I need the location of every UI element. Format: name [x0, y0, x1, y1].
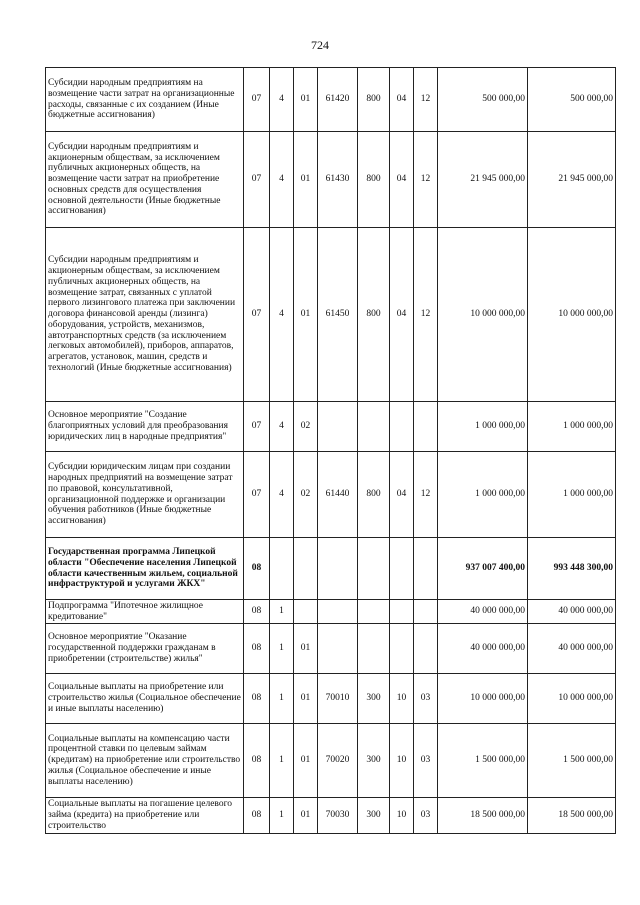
- row-name: Основное мероприятие "Оказание государственной поддержки гражданам в приобретении (строительстве) жилья": [46, 624, 244, 674]
- row-name: Основное мероприятие "Создание благоприятных условий для преобразования юридических лиц в народные предприятия": [46, 402, 244, 452]
- amount-year-2: 10 000 000,00: [528, 228, 616, 402]
- code-activity: 01: [294, 798, 318, 834]
- amount-year-2: 10 000 000,00: [528, 674, 616, 724]
- code-direction: 70030: [318, 798, 358, 834]
- code-program: 08: [244, 600, 270, 624]
- code-subprogram: 4: [270, 132, 294, 228]
- table-row: [46, 228, 616, 402]
- code-subsection: [414, 624, 438, 674]
- code-subsection: 03: [414, 724, 438, 798]
- table-body: [46, 68, 616, 834]
- code-direction: [318, 538, 358, 600]
- amount-year-2: 1 500 000,00: [528, 724, 616, 798]
- code-expense-type: [358, 402, 390, 452]
- code-subsection: [414, 402, 438, 452]
- row-name: Социальные выплаты на приобретение или строительство жилья (Социальное обеспечение и иные выплаты населению): [46, 674, 244, 724]
- amount-year-1: 18 500 000,00: [438, 798, 528, 834]
- code-subsection: 12: [414, 68, 438, 132]
- code-subprogram: 1: [270, 600, 294, 624]
- row-name: Подпрограмма "Ипотечное жилищное кредитование": [46, 600, 244, 624]
- code-program: 07: [244, 132, 270, 228]
- table-row: [46, 600, 616, 624]
- row-name: Государственная программа Липецкой области "Обеспечение населения Липецкой области качественным жильем, социальной инфраструктурой и услугами ЖКХ": [46, 538, 244, 600]
- code-section: 04: [390, 68, 414, 132]
- code-direction: 70010: [318, 674, 358, 724]
- code-activity: 02: [294, 402, 318, 452]
- code-activity: 01: [294, 228, 318, 402]
- code-subsection: [414, 600, 438, 624]
- code-activity: 01: [294, 724, 318, 798]
- code-expense-type: 300: [358, 674, 390, 724]
- amount-year-1: 40 000 000,00: [438, 600, 528, 624]
- amount-year-1: 500 000,00: [438, 68, 528, 132]
- code-section: 10: [390, 674, 414, 724]
- amount-year-1: 1 000 000,00: [438, 402, 528, 452]
- code-subprogram: 1: [270, 674, 294, 724]
- row-name: Социальные выплаты на погашение целевого займа (кредита) на приобретение или строительство: [46, 798, 244, 834]
- row-name: Субсидии народным предприятиям и акционерным обществам, за исключением публичных акционерных обществ, на возмещение части затрат на приобретение основных средств для осуществления основной деятельности (Иные бюджетные ассигнования): [46, 132, 244, 228]
- amount-year-2: 40 000 000,00: [528, 624, 616, 674]
- code-section: 10: [390, 798, 414, 834]
- amount-year-2: 1 000 000,00: [528, 402, 616, 452]
- code-expense-type: [358, 600, 390, 624]
- code-activity: 01: [294, 68, 318, 132]
- code-subsection: 12: [414, 228, 438, 402]
- amount-year-2: 1 000 000,00: [528, 452, 616, 538]
- table-row: [46, 624, 616, 674]
- code-direction: [318, 600, 358, 624]
- code-activity: [294, 600, 318, 624]
- row-name: Субсидии народным предприятиям и акционерным обществам, за исключением публичных акционерных обществ, на возмещение затрат, связанных с уплатой первого лизингового платежа при заключении договора финансовой аренды (лизинга) оборудования, устройств, механизмов, автотранспортных средств (за исключением легковых автомобилей), приборов, аппаратов, агрегатов, установок, машин, средств и технологий (Иные бюджетные ассигнования): [46, 228, 244, 402]
- row-name: Субсидии юридическим лицам при создании народных предприятий на возмещение затрат по правовой, консультативной, организационной поддержке и организации обучения работников (Иные бюджетные ассигнования): [46, 452, 244, 538]
- amount-year-1: 937 007 400,00: [438, 538, 528, 600]
- code-section: 04: [390, 228, 414, 402]
- code-section: 10: [390, 724, 414, 798]
- code-subprogram: [270, 538, 294, 600]
- code-subsection: [414, 538, 438, 600]
- amount-year-2: 993 448 300,00: [528, 538, 616, 600]
- row-name: Субсидии народным предприятиям на возмещение части затрат на организационные расходы, связанные с их созданием (Иные бюджетные ассигнования): [46, 68, 244, 132]
- code-subsection: 03: [414, 674, 438, 724]
- amount-year-1: 1 000 000,00: [438, 452, 528, 538]
- amount-year-1: 10 000 000,00: [438, 674, 528, 724]
- code-section: 04: [390, 132, 414, 228]
- code-direction: 61430: [318, 132, 358, 228]
- table-row: [46, 674, 616, 724]
- code-activity: 01: [294, 132, 318, 228]
- code-subsection: 12: [414, 452, 438, 538]
- code-section: [390, 402, 414, 452]
- code-expense-type: 800: [358, 452, 390, 538]
- code-subprogram: 4: [270, 452, 294, 538]
- code-section: 04: [390, 452, 414, 538]
- code-subprogram: 1: [270, 724, 294, 798]
- code-direction: [318, 402, 358, 452]
- table-row: [46, 538, 616, 600]
- code-program: 07: [244, 68, 270, 132]
- code-program: 08: [244, 798, 270, 834]
- row-name: Социальные выплаты на компенсацию части процентной ставки по целевым займам (кредитам) на приобретение или строительство жилья (Социальное обеспечение и иные выплаты населению): [46, 724, 244, 798]
- code-subsection: 03: [414, 798, 438, 834]
- code-subprogram: 1: [270, 624, 294, 674]
- code-expense-type: 800: [358, 132, 390, 228]
- page-number: 724: [311, 38, 329, 52]
- table-row: [46, 402, 616, 452]
- code-subprogram: 4: [270, 68, 294, 132]
- amount-year-2: 21 945 000,00: [528, 132, 616, 228]
- code-expense-type: 800: [358, 68, 390, 132]
- code-program: 07: [244, 228, 270, 402]
- code-program: 08: [244, 724, 270, 798]
- amount-year-2: 18 500 000,00: [528, 798, 616, 834]
- code-subprogram: 4: [270, 402, 294, 452]
- code-expense-type: 300: [358, 724, 390, 798]
- code-activity: 02: [294, 452, 318, 538]
- budget-table: [45, 67, 616, 834]
- code-expense-type: [358, 538, 390, 600]
- code-direction: [318, 624, 358, 674]
- amount-year-2: 40 000 000,00: [528, 600, 616, 624]
- amount-year-1: 40 000 000,00: [438, 624, 528, 674]
- amount-year-2: 500 000,00: [528, 68, 616, 132]
- code-direction: 70020: [318, 724, 358, 798]
- amount-year-1: 10 000 000,00: [438, 228, 528, 402]
- code-program: 08: [244, 674, 270, 724]
- code-section: [390, 538, 414, 600]
- amount-year-1: 21 945 000,00: [438, 132, 528, 228]
- code-program: 08: [244, 624, 270, 674]
- table-row: [46, 724, 616, 798]
- code-program: 07: [244, 402, 270, 452]
- code-subprogram: 4: [270, 228, 294, 402]
- code-subprogram: 1: [270, 798, 294, 834]
- code-expense-type: 800: [358, 228, 390, 402]
- code-section: [390, 624, 414, 674]
- code-section: [390, 600, 414, 624]
- code-activity: 01: [294, 624, 318, 674]
- code-program: 08: [244, 538, 270, 600]
- code-activity: [294, 538, 318, 600]
- table-row: [46, 132, 616, 228]
- table-row: [46, 798, 616, 834]
- table-row: [46, 68, 616, 132]
- code-activity: 01: [294, 674, 318, 724]
- table-row: [46, 452, 616, 538]
- code-direction: 61450: [318, 228, 358, 402]
- code-expense-type: 300: [358, 798, 390, 834]
- code-direction: 61420: [318, 68, 358, 132]
- amount-year-1: 1 500 000,00: [438, 724, 528, 798]
- code-direction: 61440: [318, 452, 358, 538]
- code-expense-type: [358, 624, 390, 674]
- code-program: 07: [244, 452, 270, 538]
- code-subsection: 12: [414, 132, 438, 228]
